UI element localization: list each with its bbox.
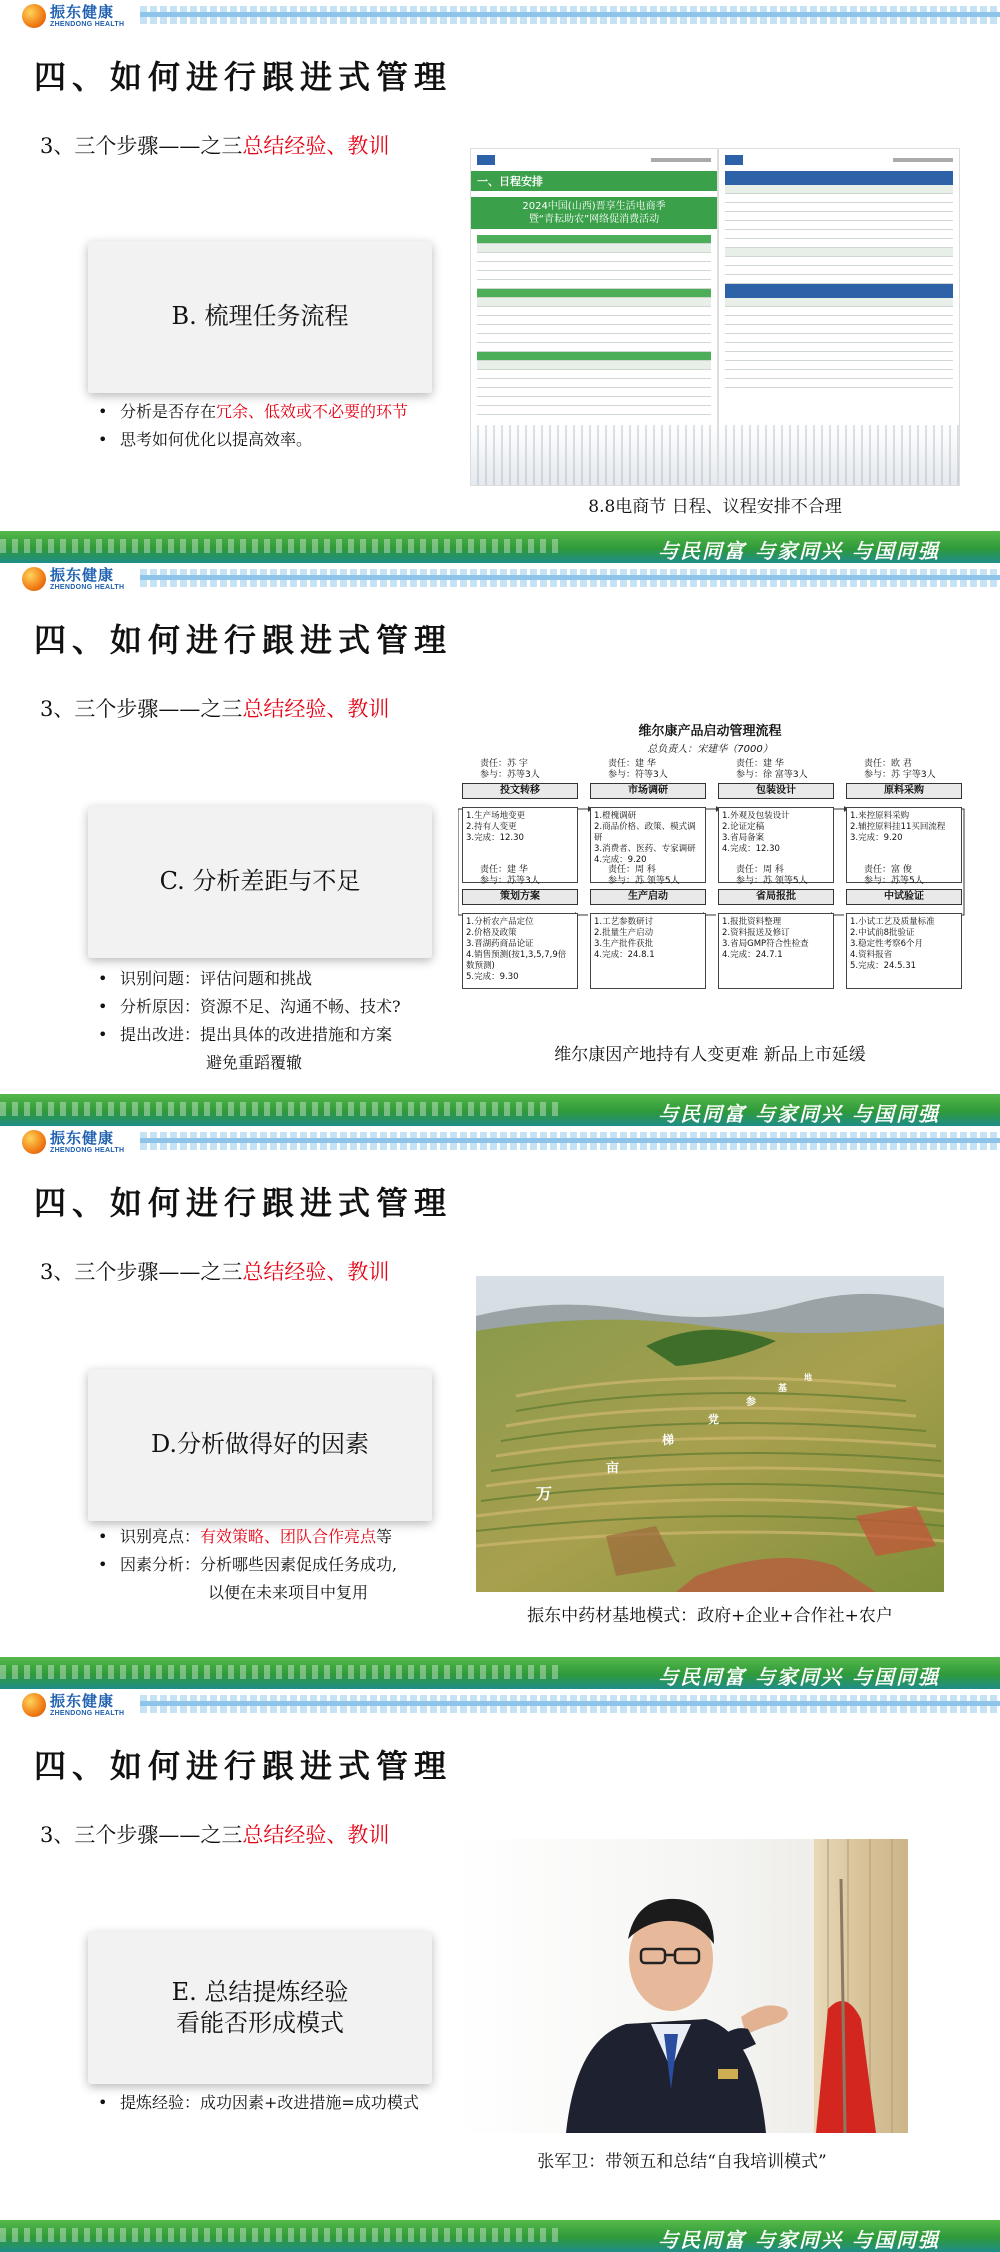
bullet-list <box>98 2089 419 2117</box>
subtitle-highlight: 总结经验、教训 <box>242 1260 390 1284</box>
slide-4 <box>0 1689 1000 2252</box>
flow-node: 责任：富 俊 参与：苏等5人 中试验证 1.小试工艺及质量标准 2.中试前8批验证 3.稳定性考察6个月 4.资料报省 5.完成：24.5.31 <box>846 865 962 989</box>
doc-title: 2024中国(山西)晋享生活电商季 暨“青耘助农”网络促消费活动 <box>471 197 717 229</box>
bullet-item: • 因素分析：分析哪些因素促成任务成功, <box>98 1551 397 1579</box>
field-char: 亩 <box>606 1461 620 1476</box>
speaker-image <box>456 1839 908 2133</box>
flow-node: 责任：建 华 参与：苏等3人 策划方案 1.分析农产品定位 2.价格及政策 3.晋湖药商品论证 4.销售预测(按1,3,5,7,9倍数预测) 5.完成：9.30 <box>462 865 578 989</box>
bullet-item: • 分析是否存在冗余、低效或不必要的环节 <box>98 398 408 426</box>
logo-icon <box>22 567 46 591</box>
step-card <box>88 1932 432 2084</box>
header-band <box>0 0 1000 30</box>
image-caption: 8.8电商节 日程、议程安排不合理 <box>588 497 842 517</box>
field-char: 地 <box>804 1372 812 1382</box>
image-caption: 维尔康因产地持有人变更难 新品上市延缓 <box>554 1045 866 1065</box>
bullet-item: • 思考如何优化以提高效率。 <box>98 426 408 454</box>
bullet-continuation: 避免重蹈覆辙 <box>206 1053 303 1072</box>
brand-name-en: ZHENDONG HEALTH <box>50 20 125 28</box>
slide-subtitle: 3、三个步骤——之三总结经验、教训 <box>40 697 390 721</box>
brand-logo <box>22 3 124 29</box>
brand-logo <box>22 566 124 592</box>
flow-node: 责任：周 科 参与：苏 领等5人 生产启动 1.工艺参数研讨 2.批量生产启动 3.生产批件获批 4.完成：24.8.1 <box>590 865 706 989</box>
logo-icon <box>22 1130 46 1154</box>
flow-node: 责任：周 科 参与：苏 领等5人 省局报批 1.报批资料整理 2.资料报送及修订 3.省局GMP符合性检查 4.完成：24.7.1 <box>718 865 834 989</box>
bullet-item: • 识别亮点：有效策略、团队合作亮点等 <box>98 1523 397 1551</box>
slide-1 <box>0 0 1000 563</box>
slide-subtitle: 3、三个步骤——之三总结经验、教训 <box>40 134 390 158</box>
step-card <box>88 806 432 958</box>
bullet-item: • 识别问题：评估问题和挑战 <box>98 965 401 993</box>
slide-2 <box>0 563 1000 1126</box>
footer-slogan: 与民同富 与家同兴 与国同强 <box>658 2228 940 2252</box>
slide-title: 四、如何进行跟进式管理 <box>34 1747 453 1785</box>
flow-node: 责任：苏 宇 参与：苏等3人 投文转移 1.生产场地变更 2.持有人变更 3.完成：12.30 <box>462 759 578 883</box>
slide-3 <box>0 1126 1000 1689</box>
bullet-list <box>98 1523 397 1607</box>
step-card <box>88 241 432 393</box>
image-caption: 振东中药材基地模式：政府+企业+合作社+农户 <box>527 1606 893 1626</box>
slide-title: 四、如何进行跟进式管理 <box>34 621 453 659</box>
bullet-item: • 提出改进：提出具体的改进措施和方案 <box>98 1021 401 1049</box>
speaker-photo <box>456 1839 908 2133</box>
bullet-list <box>98 398 408 454</box>
subtitle-highlight: 总结经验、教训 <box>242 1823 390 1847</box>
card-text: 看能否形成模式 <box>176 2009 344 2037</box>
flowchart-owner: 总负责人：宋建华（7000） <box>647 744 773 755</box>
subtitle-highlight: 总结经验、教训 <box>242 134 390 158</box>
card-text: D.分析做得好的因素 <box>150 1430 369 1459</box>
brand-name: 振东健康 <box>50 2 115 21</box>
flow-node: 责任：建 华 参与：符等3人 市场调研 1.橙槐调研 2.商品价格、政策、模式调研 3.消费者、医药、专家调研 4.完成：9.20 <box>590 759 706 883</box>
bullet-continuation: 以便在未来项目中复用 <box>208 1583 369 1602</box>
image-caption: 张军卫：带领五和总结“自我培训模式” <box>537 2152 827 2172</box>
flow-node: 责任：建 华 参与：徐 富等3人 包装设计 1.外观及包装设计 2.论证定稿 3.省局备案 4.完成：12.30 <box>718 759 834 883</box>
slide-subtitle: 3、三个步骤——之三总结经验、教训 <box>40 1260 390 1284</box>
brand-name-en: ZHENDONG HEALTH <box>50 1709 125 1717</box>
brand-logo <box>22 1129 124 1155</box>
brand-name: 振东健康 <box>50 1691 115 1710</box>
footer-band <box>0 2220 1000 2252</box>
brand-name-en: ZHENDONG HEALTH <box>50 583 125 591</box>
card-text: C. 分析差距与不足 <box>159 867 361 896</box>
field-char: 梯 <box>662 1433 675 1447</box>
card-text: B. 梳理任务流程 <box>171 302 349 331</box>
slide-title: 四、如何进行跟进式管理 <box>34 1184 453 1222</box>
footer-slogan: 与民同富 与家同兴 与国同强 <box>658 1665 940 1689</box>
terraced-fields-image <box>476 1276 944 1592</box>
footer-band <box>0 1094 1000 1126</box>
logo-icon <box>22 4 46 28</box>
step-card <box>88 1369 432 1521</box>
brand-logo <box>22 1692 124 1718</box>
brand-name-en: ZHENDONG HEALTH <box>50 1146 125 1154</box>
header-band <box>0 1689 1000 1719</box>
schedule-document-right <box>718 148 960 486</box>
footer-slogan: 与民同富 与家同兴 与国同强 <box>658 1102 940 1126</box>
flow-node: 责任：欧 君 参与：苏 宇等3人 原料采购 1.来控原料采购 2.辅控原料挂11买回流程 3.完成：9.20 <box>846 759 962 883</box>
header-band <box>0 563 1000 593</box>
doc-section-header: 一、日程安排 <box>471 171 717 191</box>
brand-name: 振东健康 <box>50 1128 115 1147</box>
field-char: 参 <box>746 1397 756 1408</box>
flowchart-title: 维尔康产品启动管理流程 <box>638 724 782 739</box>
footer-band <box>0 1657 1000 1689</box>
brand-name: 振东健康 <box>50 565 115 584</box>
footer-band <box>0 531 1000 563</box>
logo-icon <box>22 1693 46 1717</box>
subtitle-highlight: 总结经验、教训 <box>242 697 390 721</box>
header-band <box>0 1126 1000 1156</box>
schedule-document-left <box>470 148 718 486</box>
field-char: 万 <box>536 1484 553 1503</box>
field-char: 党 <box>708 1413 719 1426</box>
slide-title: 四、如何进行跟进式管理 <box>34 58 453 96</box>
bullet-list <box>98 965 401 1077</box>
bullet-item: • 分析原因：资源不足、沟通不畅、技术? <box>98 993 401 1021</box>
card-text: E. 总结提炼经验 <box>171 1977 349 2006</box>
slide-subtitle: 3、三个步骤——之三总结经验、教训 <box>40 1823 390 1847</box>
herb-base-photo <box>476 1276 944 1592</box>
bullet-item: • 提炼经验：成功因素+改进措施=成功模式 <box>98 2089 419 2117</box>
field-char: 基 <box>778 1384 788 1394</box>
footer-slogan: 与民同富 与家同兴 与国同强 <box>658 539 940 563</box>
